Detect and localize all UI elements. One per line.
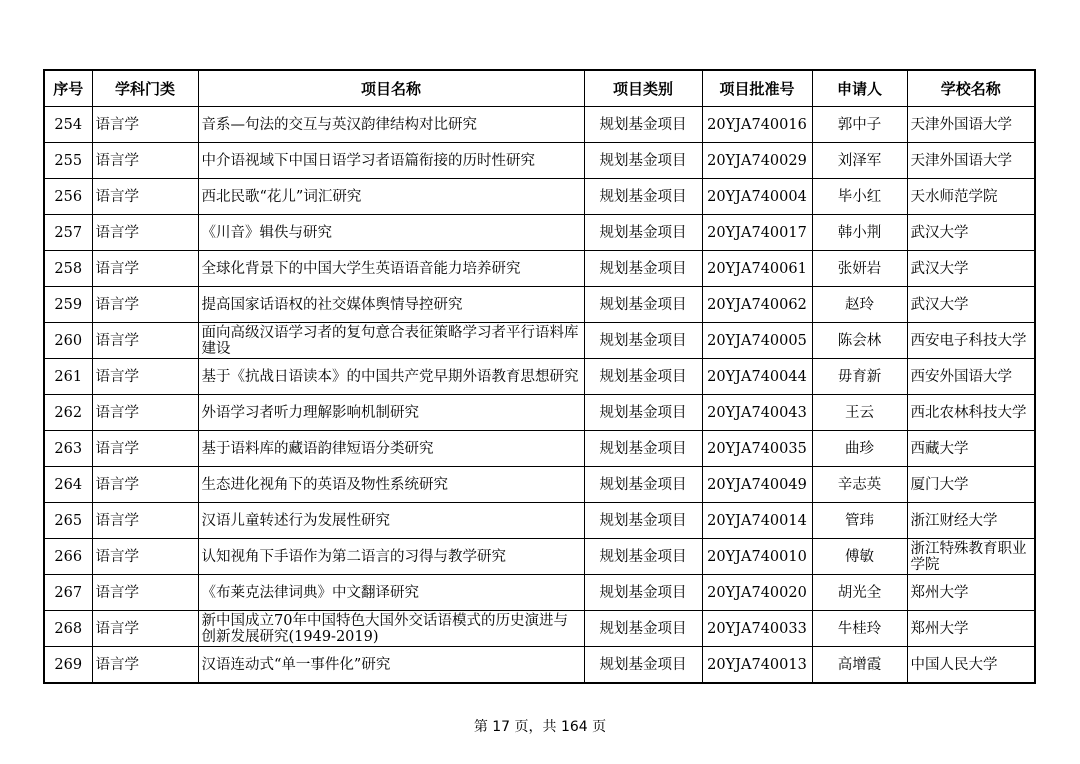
cell-school-name: 郑州大学 <box>907 575 1035 611</box>
cell-project-category: 规划基金项目 <box>584 359 702 395</box>
table-row <box>44 575 1035 611</box>
cell-approval-number: 20YJA740061 <box>702 251 812 287</box>
cell-project-category: 规划基金项目 <box>584 179 702 215</box>
cell-school-name: 郑州大学 <box>907 611 1035 647</box>
cell-school-name: 天水师范学院 <box>907 179 1035 215</box>
cell-applicant: 陈会林 <box>812 323 907 359</box>
cell-serial: 259 <box>44 287 92 323</box>
cell-applicant: 韩小荆 <box>812 215 907 251</box>
cell-project-name: 音系—句法的交互与英汉韵律结构对比研究 <box>198 107 584 143</box>
cell-serial: 256 <box>44 179 92 215</box>
cell-approval-number: 20YJA740035 <box>702 431 812 467</box>
cell-project-category: 规划基金项目 <box>584 467 702 503</box>
table-row <box>44 467 1035 503</box>
cell-applicant: 郭中子 <box>812 107 907 143</box>
table-row <box>44 143 1035 179</box>
cell-serial: 261 <box>44 359 92 395</box>
cell-approval-number: 20YJA740044 <box>702 359 812 395</box>
cell-project-category: 规划基金项目 <box>584 107 702 143</box>
cell-applicant: 毕小红 <box>812 179 907 215</box>
cell-applicant: 辛志英 <box>812 467 907 503</box>
cell-applicant: 管玮 <box>812 503 907 539</box>
cell-approval-number: 20YJA740005 <box>702 323 812 359</box>
table-row <box>44 395 1035 431</box>
cell-approval-number: 20YJA740014 <box>702 503 812 539</box>
cell-serial: 265 <box>44 503 92 539</box>
cell-discipline: 语言学 <box>92 647 198 684</box>
cell-applicant: 张妍岩 <box>812 251 907 287</box>
cell-approval-number: 20YJA740033 <box>702 611 812 647</box>
cell-approval-number: 20YJA740029 <box>702 143 812 179</box>
table-row <box>44 215 1035 251</box>
cell-school-name: 天津外国语大学 <box>907 107 1035 143</box>
cell-serial: 260 <box>44 323 92 359</box>
cell-project-category: 规划基金项目 <box>584 395 702 431</box>
cell-serial: 254 <box>44 107 92 143</box>
cell-project-category: 规划基金项目 <box>584 575 702 611</box>
cell-project-category: 规划基金项目 <box>584 143 702 179</box>
cell-approval-number: 20YJA740016 <box>702 107 812 143</box>
table-row <box>44 179 1035 215</box>
cell-discipline: 语言学 <box>92 107 198 143</box>
cell-project-name: 基于语料库的藏语韵律短语分类研究 <box>198 431 584 467</box>
table-row <box>44 539 1035 575</box>
cell-project-name: 基于《抗战日语读本》的中国共产党早期外语教育思想研究 <box>198 359 584 395</box>
cell-project-name: 新中国成立70年中国特色大国外交话语模式的历史演进与创新发展研究(1949-2019) <box>198 611 584 647</box>
table-header-row <box>44 70 1035 107</box>
cell-project-name: 生态进化视角下的英语及物性系统研究 <box>198 467 584 503</box>
cell-discipline: 语言学 <box>92 323 198 359</box>
table-row <box>44 359 1035 395</box>
header-serial: 序号 <box>44 70 92 107</box>
header-project-category: 项目类别 <box>584 70 702 107</box>
cell-discipline: 语言学 <box>92 431 198 467</box>
cell-applicant: 牛桂玲 <box>812 611 907 647</box>
table-row <box>44 107 1035 143</box>
cell-serial: 264 <box>44 467 92 503</box>
cell-school-name: 西安外国语大学 <box>907 359 1035 395</box>
cell-approval-number: 20YJA740020 <box>702 575 812 611</box>
cell-serial: 268 <box>44 611 92 647</box>
cell-approval-number: 20YJA740062 <box>702 287 812 323</box>
cell-school-name: 西安电子科技大学 <box>907 323 1035 359</box>
cell-approval-number: 20YJA740010 <box>702 539 812 575</box>
cell-approval-number: 20YJA740017 <box>702 215 812 251</box>
cell-serial: 266 <box>44 539 92 575</box>
header-applicant: 申请人 <box>812 70 907 107</box>
cell-school-name: 天津外国语大学 <box>907 143 1035 179</box>
table-row <box>44 251 1035 287</box>
cell-discipline: 语言学 <box>92 215 198 251</box>
cell-discipline: 语言学 <box>92 467 198 503</box>
cell-serial: 258 <box>44 251 92 287</box>
cell-project-name: 《布莱克法律词典》中文翻译研究 <box>198 575 584 611</box>
header-project-name: 项目名称 <box>198 70 584 107</box>
cell-project-name: 西北民歌“花儿”词汇研究 <box>198 179 584 215</box>
cell-discipline: 语言学 <box>92 287 198 323</box>
table-row <box>44 323 1035 359</box>
table-row <box>44 647 1035 684</box>
cell-applicant: 赵玲 <box>812 287 907 323</box>
cell-serial: 267 <box>44 575 92 611</box>
cell-project-category: 规划基金项目 <box>584 431 702 467</box>
cell-project-category: 规划基金项目 <box>584 251 702 287</box>
table-row <box>44 503 1035 539</box>
cell-school-name: 西北农林科技大学 <box>907 395 1035 431</box>
cell-school-name: 中国人民大学 <box>907 647 1035 684</box>
cell-project-name: 汉语连动式“单一事件化”研究 <box>198 647 584 684</box>
cell-discipline: 语言学 <box>92 395 198 431</box>
cell-project-category: 规划基金项目 <box>584 323 702 359</box>
cell-project-name: 《川音》辑佚与研究 <box>198 215 584 251</box>
header-school-name: 学校名称 <box>907 70 1035 107</box>
cell-project-category: 规划基金项目 <box>584 287 702 323</box>
page-footer: 第 17 页，共 164 页 <box>473 719 607 735</box>
cell-approval-number: 20YJA740004 <box>702 179 812 215</box>
cell-approval-number: 20YJA740043 <box>702 395 812 431</box>
project-table <box>43 69 1036 684</box>
cell-discipline: 语言学 <box>92 179 198 215</box>
cell-approval-number: 20YJA740049 <box>702 467 812 503</box>
cell-applicant: 刘泽军 <box>812 143 907 179</box>
cell-applicant: 高增霞 <box>812 647 907 684</box>
cell-applicant: 胡光全 <box>812 575 907 611</box>
cell-discipline: 语言学 <box>92 611 198 647</box>
cell-discipline: 语言学 <box>92 251 198 287</box>
cell-project-name: 提高国家话语权的社交媒体舆情导控研究 <box>198 287 584 323</box>
cell-serial: 269 <box>44 647 92 684</box>
cell-serial: 255 <box>44 143 92 179</box>
cell-school-name: 厦门大学 <box>907 467 1035 503</box>
cell-serial: 262 <box>44 395 92 431</box>
cell-discipline: 语言学 <box>92 575 198 611</box>
cell-discipline: 语言学 <box>92 539 198 575</box>
cell-project-name: 外语学习者听力理解影响机制研究 <box>198 395 584 431</box>
cell-approval-number: 20YJA740013 <box>702 647 812 684</box>
cell-project-category: 规划基金项目 <box>584 215 702 251</box>
cell-project-name: 面向高级汉语学习者的复句意合表征策略学习者平行语料库建设 <box>198 323 584 359</box>
cell-school-name: 武汉大学 <box>907 251 1035 287</box>
cell-applicant: 毋育新 <box>812 359 907 395</box>
cell-project-name: 认知视角下手语作为第二语言的习得与教学研究 <box>198 539 584 575</box>
cell-serial: 257 <box>44 215 92 251</box>
cell-project-name: 全球化背景下的中国大学生英语语音能力培养研究 <box>198 251 584 287</box>
cell-school-name: 武汉大学 <box>907 215 1035 251</box>
cell-school-name: 浙江财经大学 <box>907 503 1035 539</box>
cell-project-category: 规划基金项目 <box>584 611 702 647</box>
cell-project-category: 规划基金项目 <box>584 647 702 684</box>
cell-project-category: 规划基金项目 <box>584 503 702 539</box>
table-row <box>44 611 1035 647</box>
cell-project-name: 中介语视域下中国日语学习者语篇衔接的历时性研究 <box>198 143 584 179</box>
cell-applicant: 王云 <box>812 395 907 431</box>
cell-project-category: 规划基金项目 <box>584 539 702 575</box>
table-body <box>44 107 1035 684</box>
cell-discipline: 语言学 <box>92 359 198 395</box>
table-row <box>44 287 1035 323</box>
cell-school-name: 浙江特殊教育职业学院 <box>907 539 1035 575</box>
cell-school-name: 武汉大学 <box>907 287 1035 323</box>
cell-school-name: 西藏大学 <box>907 431 1035 467</box>
cell-project-name: 汉语儿童转述行为发展性研究 <box>198 503 584 539</box>
table-row <box>44 431 1035 467</box>
header-approval-number: 项目批准号 <box>702 70 812 107</box>
cell-serial: 263 <box>44 431 92 467</box>
header-discipline: 学科门类 <box>92 70 198 107</box>
cell-discipline: 语言学 <box>92 503 198 539</box>
cell-applicant: 傅敏 <box>812 539 907 575</box>
cell-applicant: 曲珍 <box>812 431 907 467</box>
cell-discipline: 语言学 <box>92 143 198 179</box>
